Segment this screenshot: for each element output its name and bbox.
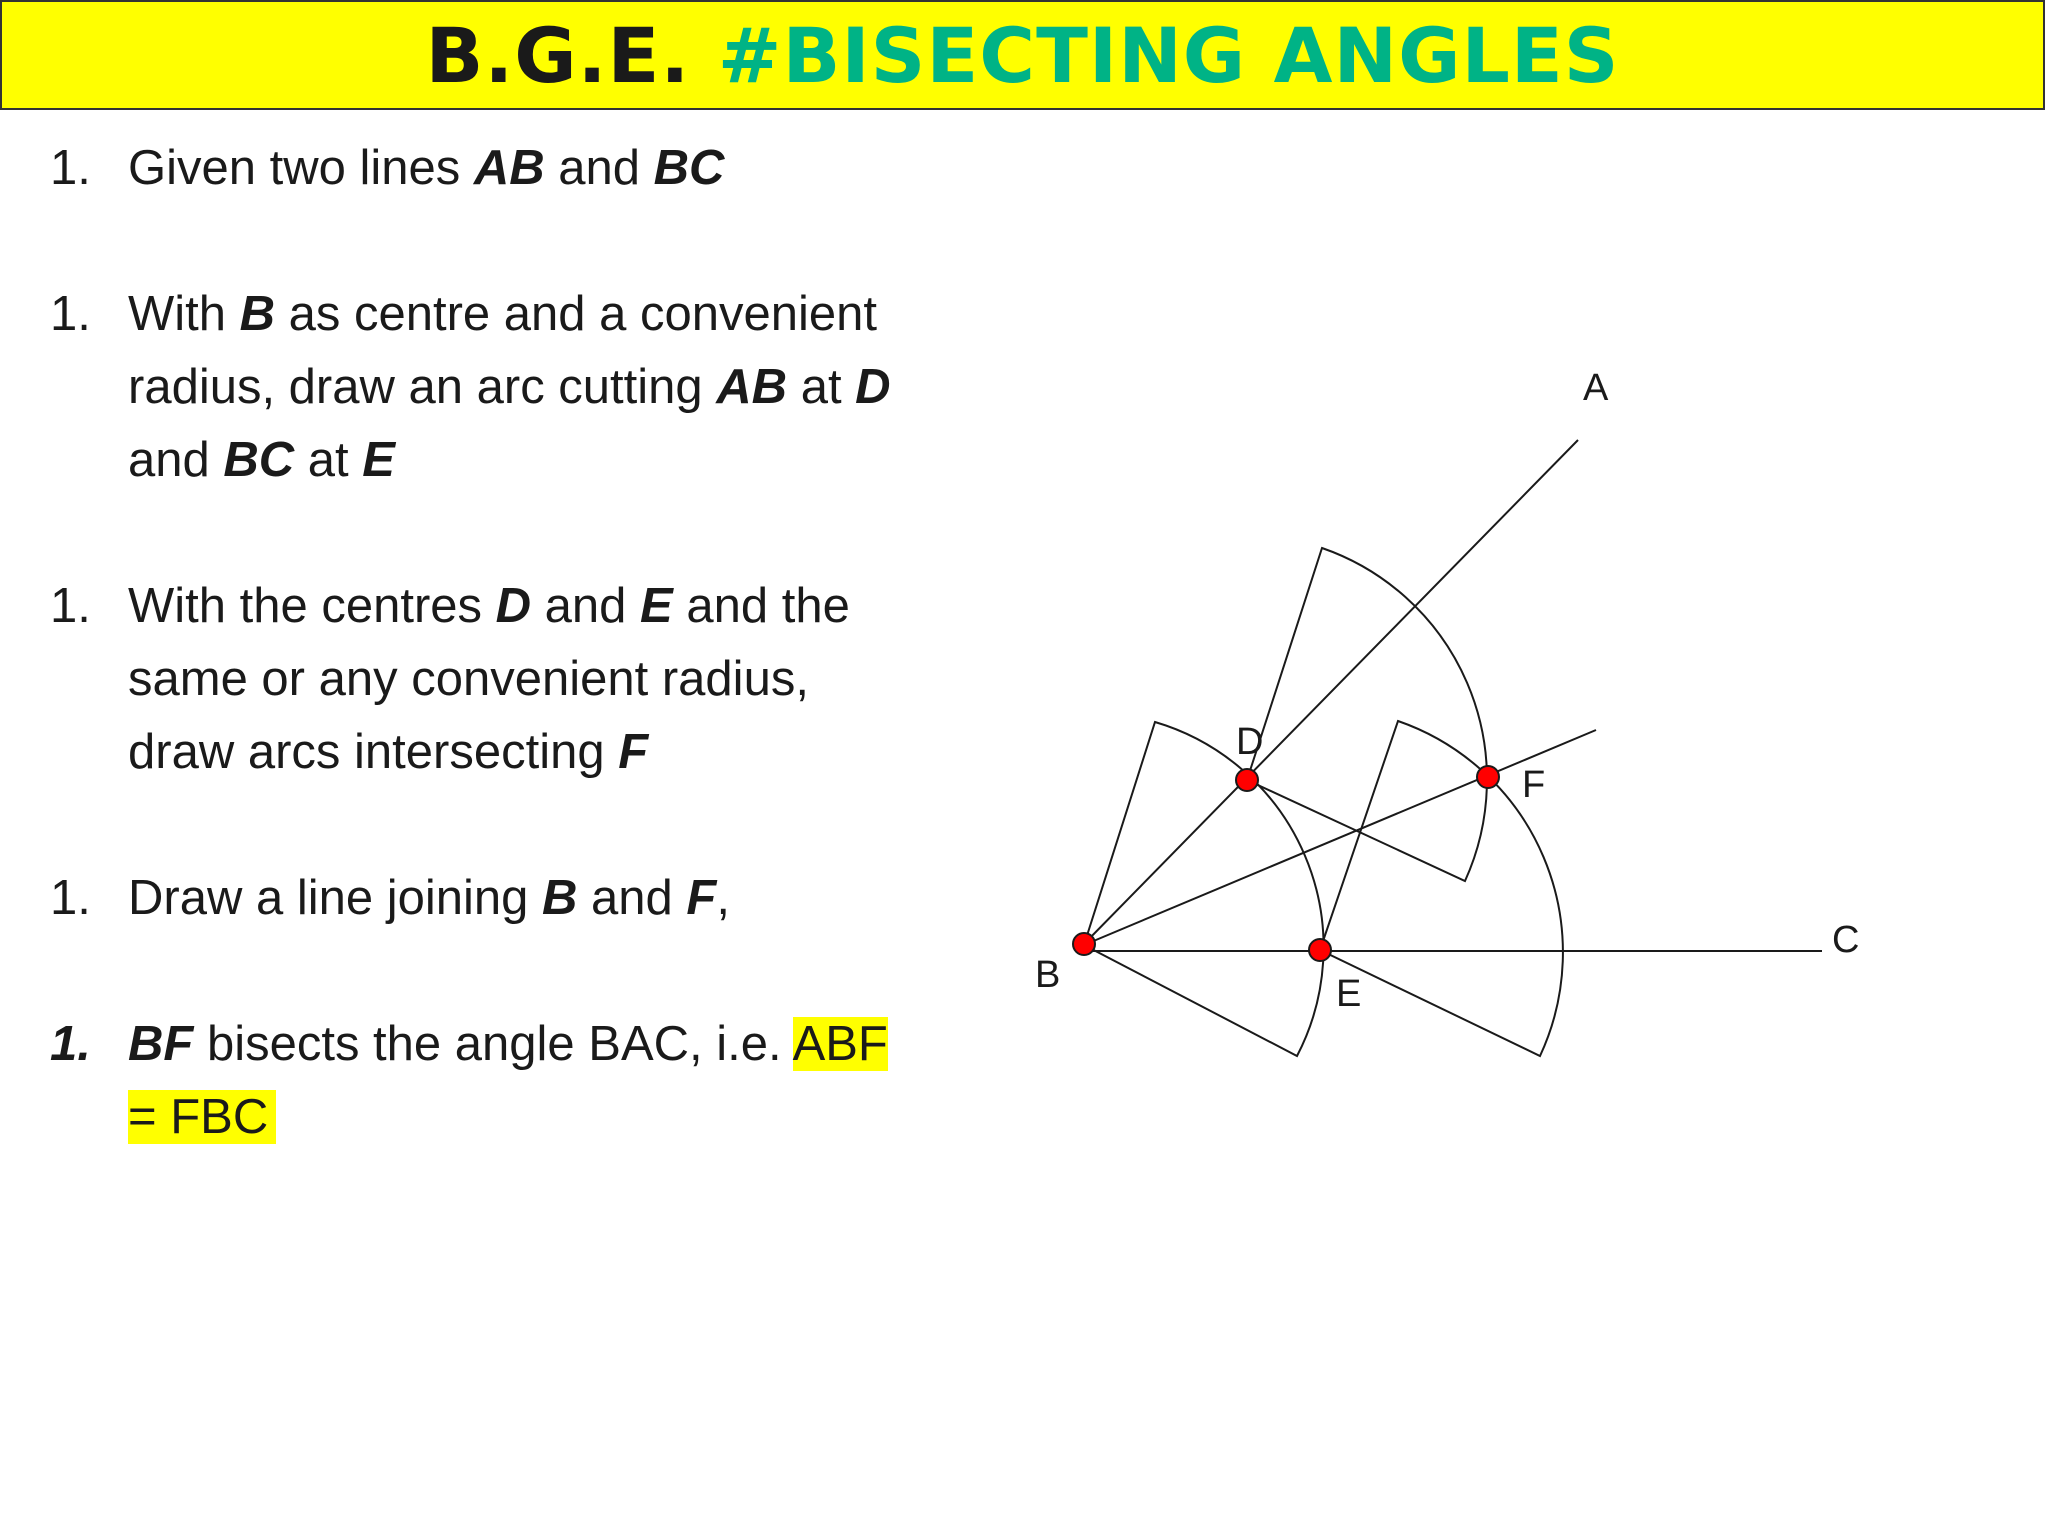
step-text-segment: bisects the angle BAC, i.e.	[193, 1017, 793, 1071]
point-f-marker	[1477, 766, 1499, 788]
step-number: 1.	[50, 1017, 91, 1071]
step-text-segment: at	[294, 433, 363, 487]
label-a: A	[1583, 367, 1609, 409]
step-text-segment: AB	[473, 141, 545, 195]
step-text-segment: E	[640, 579, 673, 633]
step-text-segment: Given two lines	[128, 141, 474, 195]
arc-centre-b	[1084, 722, 1324, 1056]
step-text-segment: BC	[653, 141, 725, 195]
step-text-segment: E	[362, 433, 395, 487]
step-text-segment: AB	[716, 360, 788, 414]
step-text-segment: F	[618, 725, 649, 779]
title-topic: #BISECTING ANGLES	[717, 10, 1620, 100]
step-text-segment: Draw a line joining	[128, 871, 542, 925]
bisector-bf	[1084, 730, 1596, 945]
step-text-segment: D	[855, 360, 891, 414]
step-text-segment: and	[577, 871, 687, 925]
step-text-segment: With	[128, 287, 240, 341]
point-e-marker	[1309, 939, 1331, 961]
label-e: E	[1336, 973, 1362, 1015]
step-text-segment: and the same or any convenient radius, draw arcs intersecting	[128, 579, 850, 779]
ray-ba	[1084, 440, 1578, 944]
step-text-segment: and	[544, 141, 654, 195]
point-d-marker	[1236, 769, 1258, 791]
step-number: 1.	[50, 579, 91, 633]
step-text-segment: F	[686, 871, 717, 925]
step-text-segment: at	[787, 360, 856, 414]
step-text-segment: D	[495, 579, 532, 633]
step-text-segment: and	[531, 579, 641, 633]
step-text-segment: B	[239, 287, 276, 341]
label-d: D	[1236, 721, 1264, 763]
step-text-segment: With the centres	[128, 579, 496, 633]
title-prefix: B.G.E.	[425, 10, 691, 100]
step-number: 1.	[50, 871, 91, 925]
arc-centre-d	[1247, 548, 1487, 881]
step-number: 1.	[50, 141, 91, 195]
label-b: B	[1035, 954, 1061, 996]
step-text-segment: BC	[223, 433, 295, 487]
step-text-segment: B	[542, 871, 578, 925]
step-text-segment: as centre and a convenient radius, draw an arc cutting	[128, 287, 878, 414]
step-number: 1.	[50, 287, 91, 341]
step-text-segment: and	[128, 433, 224, 487]
point-b-marker	[1073, 933, 1095, 955]
result-highlight: ABF = FBC	[128, 1017, 888, 1144]
step-text-segment: BF	[128, 1017, 194, 1071]
label-c: C	[1832, 919, 1860, 961]
label-f: F	[1522, 764, 1546, 806]
step-text-segment: ,	[716, 871, 730, 925]
